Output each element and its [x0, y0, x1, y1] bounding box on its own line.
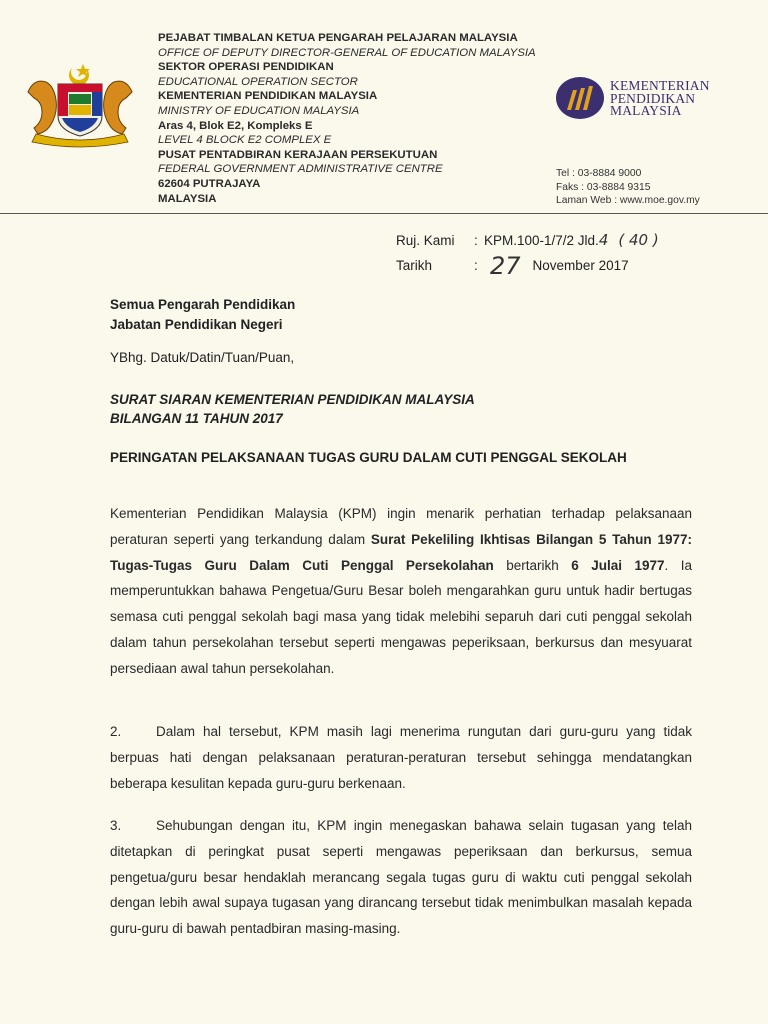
paragraph-number: 3. — [110, 818, 122, 833]
circular-reference-bold: Surat Pekeliling Ikhtisas Bilangan 5 Tahun 1977: Tugas-Tugas Guru Dalam Cuti Penggal Persekolahan — [110, 531, 692, 573]
reference-block — [396, 230, 659, 280]
salutation: YBhg. Datuk/Datin/Tuan/Puan, — [110, 350, 295, 365]
reference-colon: : — [474, 233, 478, 248]
org-line: EDUCATIONAL OPERATION SECTOR — [158, 75, 358, 88]
date-day-handwritten: 27 — [490, 252, 521, 280]
date-label: Tarikh — [396, 258, 433, 273]
kpm-wordmark-line: MALAYSIA — [610, 103, 682, 118]
org-line: 62604 PUTRAJAYA — [158, 177, 261, 190]
org-line: MALAYSIA — [158, 192, 217, 205]
reference-number-handwritten: ( 40 ) — [618, 231, 659, 249]
kpm-logo-icon — [555, 76, 605, 120]
org-line: KEMENTERIAN PENDIDIKAN MALAYSIA — [158, 90, 378, 103]
letterhead-address — [158, 31, 598, 206]
date-month-year: November 2017 — [532, 258, 629, 273]
paragraph-1 — [110, 501, 692, 682]
org-line: LEVEL 4 BLOCK E2 COMPLEX E — [158, 134, 332, 147]
header-divider — [0, 213, 768, 214]
org-line: PUSAT PENTADBIRAN KERAJAAN PERSEKUTUAN — [158, 148, 438, 161]
paragraph-2 — [110, 719, 692, 796]
circular-title — [110, 390, 670, 428]
contact-web: Laman Web : www.moe.gov.my — [556, 195, 700, 207]
contact-info — [556, 167, 700, 208]
paragraph-text: Kementerian Pendidikan Malaysia (KPM) ingin menarik perhatian terhadap pelaksanaan peraturan seperti yang terkandung dalam — [110, 506, 692, 547]
date-colon: : — [474, 258, 478, 273]
contact-fax: Faks : 03-8884 9315 — [556, 181, 651, 193]
recipient-line: Semua Pengarah Pendidikan — [110, 297, 296, 312]
circular-title-line: SURAT SIARAN KEMENTERIAN PENDIDIKAN MALAYSIA — [110, 392, 475, 407]
paragraph-3 — [110, 813, 692, 942]
date-row — [396, 252, 659, 280]
circular-date-bold: 6 Julai 1977 — [571, 557, 665, 573]
contact-tel: Tel : 03-8884 9000 — [556, 168, 642, 179]
kpm-wordmark — [610, 80, 710, 118]
paragraph-text: Sehubungan dengan itu, KPM ingin menegaskan bahawa selain tugasan yang telah ditetapkan di peringkat pusat seperti mengawas peperiksaan dan berkursus, semua pengetua/guru besar hendaklah merancang segala tugas guru di waktu cuti penggal sekolah dengan lebih awal supaya tugasan yang dirancang tersebut tidak menimbulkan masalah kepada guru-guru di bawah pentadbiran masing-masing. — [110, 818, 692, 937]
reference-volume-handwritten: 4 — [598, 231, 609, 249]
recipient-block — [110, 295, 295, 335]
org-line: PEJABAT TIMBALAN KETUA PENGARAH PELAJARAN MALAYSIA — [158, 32, 518, 44]
org-line: MINISTRY OF EDUCATION MALAYSIA — [158, 104, 360, 117]
recipient-line: Jabatan Pendidikan Negeri — [110, 317, 283, 332]
org-line: FEDERAL GOVERNMENT ADMINISTRATIVE CENTRE — [158, 163, 443, 176]
kpm-wordmark-line: PENDIDIKAN — [610, 90, 696, 106]
paragraph-text: Dalam hal tersebut, KPM masih lagi menerima rungutan dari guru-guru yang tidak berpuas hati dengan pelaksanaan peraturan-peraturan tersebut sehingga mendatangkan beberapa kesulitan kepada guru-guru berkenaan. — [110, 724, 692, 791]
reference-value: KPM.100-1/7/2 Jld. — [484, 233, 599, 248]
circular-number: BILANGAN 11 TAHUN 2017 — [110, 411, 283, 426]
paragraph-text: bertarikh — [493, 557, 572, 573]
kpm-wordmark-line: KEMENTERIAN — [610, 78, 710, 93]
malaysia-coat-of-arms-icon — [22, 62, 138, 148]
org-line: Aras 4, Blok E2, Kompleks E — [158, 119, 313, 132]
reference-row — [396, 230, 659, 252]
paragraph-number: 2. — [110, 724, 122, 739]
subject-heading: PERINGATAN PELAKSANAAN TUGAS GURU DALAM CUTI PENGGAL SEKOLAH — [110, 450, 627, 465]
paragraph-text: . Ia memperuntukkan bahawa Pengetua/Guru Besar boleh mengarahkan guru untuk hadir bertugas semasa cuti penggal sekolah bagi masa yang tidak melebihi separuh dari cuti penggal sekolah dalam tahun persekolahan tersebut seperti mengawas peperiksaan, berkursus dan mesyuarat persediaan awal tahun persekolahan. — [110, 557, 693, 676]
reference-label: Ruj. Kami — [396, 233, 455, 248]
org-line: SEKTOR OPERASI PENDIDIKAN — [158, 61, 334, 74]
org-line: OFFICE OF DEPUTY DIRECTOR-GENERAL OF EDUCATION MALAYSIA — [158, 46, 536, 59]
